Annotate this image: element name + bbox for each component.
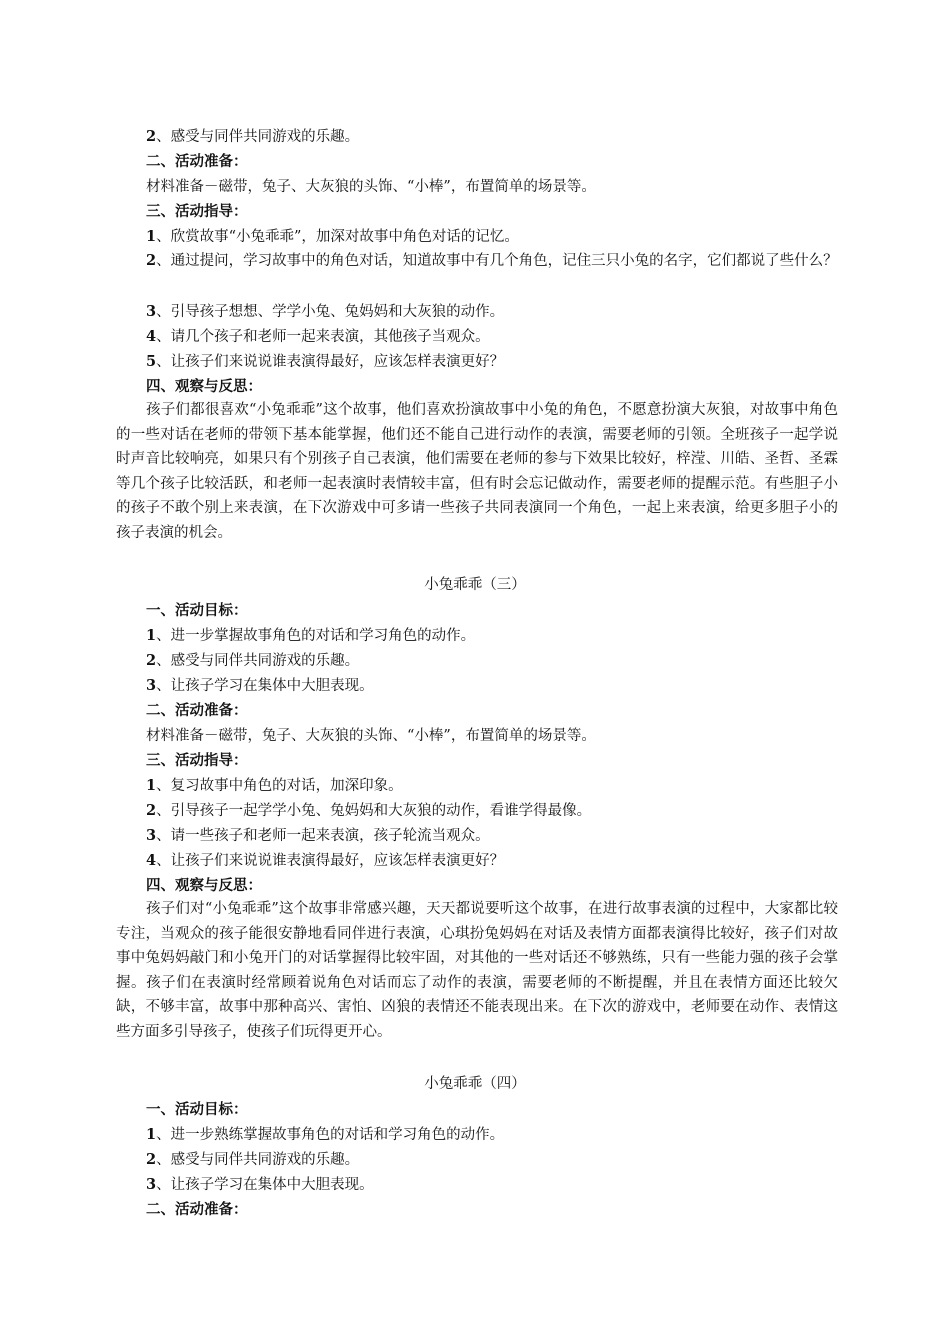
guidance-item: 2、通过提问，学习故事中的角色对话，知道故事中有几个角色，记住三只小兔的名字，它们都说了些什么？ xyxy=(146,252,838,269)
section-heading-guidance: 三、活动指导： xyxy=(146,752,248,769)
guidance-item: 3、请一些孩子和老师一起来表演，孩子轮流当观众。 xyxy=(146,827,490,844)
section-heading-reflection: 四、观察与反思： xyxy=(146,877,262,894)
section-heading-reflection: 四、观察与反思： xyxy=(146,378,262,395)
section-title: 小兔乖乖（四） xyxy=(424,1076,526,1092)
section-heading-guidance: 三、活动指导： xyxy=(146,203,248,220)
goal-item: 2、感受与同伴共同游戏的乐趣。 xyxy=(146,128,360,145)
guidance-item: 4、让孩子们来说说谁表演得最好，应该怎样表演更好？ xyxy=(146,852,505,869)
section-heading-preparation: 二、活动准备： xyxy=(146,153,248,170)
goal-item: 3、让孩子学习在集体中大胆表现。 xyxy=(146,677,374,694)
goal-item: 2、感受与同伴共同游戏的乐趣。 xyxy=(146,1151,360,1168)
guidance-item: 2、引导孩子一起学学小兔、兔妈妈和大灰狼的动作，看谁学得最像。 xyxy=(146,802,592,819)
section-title: 小兔乖乖（三） xyxy=(424,577,526,593)
goal-item: 1、进一步熟练掌握故事角色的对话和学习角色的动作。 xyxy=(146,1126,505,1143)
section-heading-goals: 一、活动目标： xyxy=(146,1101,248,1118)
goal-item: 3、让孩子学习在集体中大胆表现。 xyxy=(146,1176,374,1193)
preparation-text: 材料准备－磁带，兔子、大灰狼的头饰、“小棒”，布置简单的场景等。 xyxy=(146,179,596,195)
section-heading-preparation: 二、活动准备： xyxy=(146,702,248,719)
goal-item: 1、进一步掌握故事角色的对话和学习角色的动作。 xyxy=(146,627,476,644)
reflection-paragraph: 孩子们都很喜欢“小兔乖乖”这个故事，他们喜欢扮演故事中小兔的角色，不愿意扮演大灰狼，对故事中角色的一些对话在老师的带领下基本能掌握，他们还不能自己进行动作的表演，需要老师的引领。全班孩子一起学说时声音比较响亮，如果只有个别孩子自己表演，他们需要在老师的参与下效果比较好，梓滢、川皓、圣哲、圣霖等几个孩子比较活跃，和老师一起表演时表情较丰富，但有时会忘记做动作，需要老师的提醒示范。有些胆子小的孩子不敢个别上来表演，在下次游戏中可多请一些孩子共同表演同一个角色，一起上来表演，给更多胆子小的孩子表演的机会。 xyxy=(116,402,838,541)
goal-item: 2、感受与同伴共同游戏的乐趣。 xyxy=(146,652,360,669)
section-heading-preparation: 二、活动准备： xyxy=(146,1201,248,1218)
guidance-item: 1、欣赏故事“小兔乖乖”，加深对故事中角色对话的记忆。 xyxy=(146,228,519,245)
guidance-item: 4、请几个孩子和老师一起来表演，其他孩子当观众。 xyxy=(146,328,490,345)
section-heading-goals: 一、活动目标： xyxy=(146,602,248,619)
preparation-text: 材料准备－磁带，兔子、大灰狼的头饰、“小棒”，布置简单的场景等。 xyxy=(146,728,596,744)
guidance-item: 3、引导孩子想想、学学小兔、兔妈妈和大灰狼的动作。 xyxy=(146,303,505,320)
guidance-item: 5、让孩子们来说说谁表演得最好，应该怎样表演更好？ xyxy=(146,353,505,370)
reflection-paragraph: 孩子们对“小兔乖乖”这个故事非常感兴趣，天天都说要听这个故事，在进行故事表演的过程中，大家都比较专注，当观众的孩子能很安静地看同伴进行表演，心琪扮兔妈妈在对话及表情方面都表演得比较好，孩子们对故事中兔妈妈敲门和小兔开门的对话掌握得比较牢固，对其他的一些对话还不够熟练，只有一些能力强的孩子会掌握。孩子们在表演时经常顾着说角色对话而忘了动作的表演，需要老师的不断提醒，并且在表情方面还比较欠缺，不够丰富，故事中那种高兴、害怕、凶狼的表情还不能表现出来。在下次的游戏中，老师要在动作、表情这些方面多引导孩子，使孩子们玩得更开心。 xyxy=(116,901,838,1040)
guidance-item: 1、复习故事中角色的对话，加深印象。 xyxy=(146,777,403,794)
